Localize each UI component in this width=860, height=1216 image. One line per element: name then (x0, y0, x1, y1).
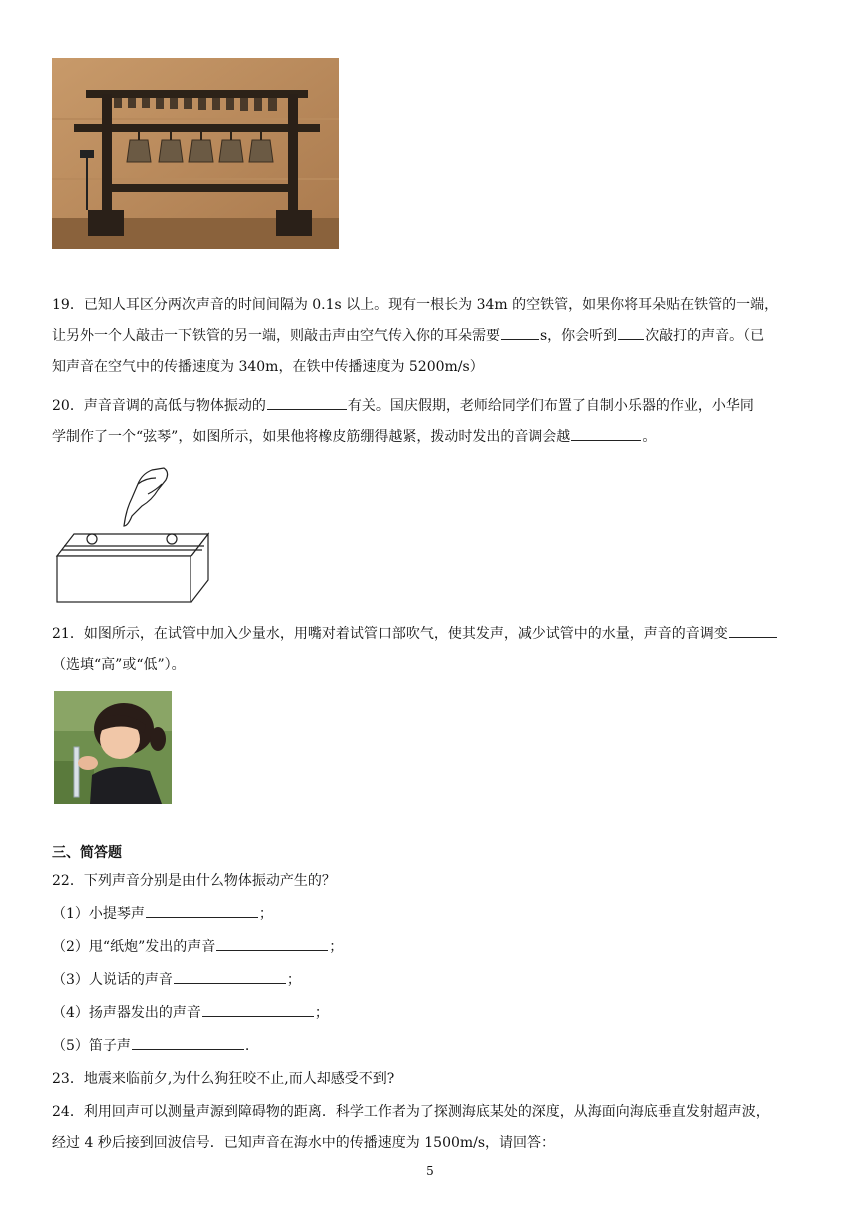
answer-blank[interactable] (132, 1035, 244, 1050)
question-24-line-1: 24．利用回声可以测量声源到障碍物的距离．科学工作者为了探测海底某处的深度，从海面向海底垂直发射超声波， (52, 1104, 770, 1120)
question-22-item (52, 932, 812, 963)
question-20-line-1 (52, 391, 812, 422)
question-22-item (52, 998, 812, 1029)
question-19-line-1: 19．已知人耳区分两次声音的时间间隔为 0.1s 以上。现有一根长为 34m 的空铁管，如果你将耳朵贴在铁管的一端， (52, 297, 779, 313)
section-3-title: 三、简答题 (52, 845, 122, 861)
answer-blank[interactable] (174, 969, 286, 984)
question-20-text-c: 学制作了一个“弦琴”，如图所示，如果他将橡皮筋绷得越紧，拨动时发出的音调会越 (52, 429, 571, 445)
question-20-text-d: 。 (642, 429, 657, 445)
question-19-text-a: 让另外一个人敲击一下铁管的另一端，则敲击声由空气传入你的耳朵需要 (52, 328, 500, 344)
answer-blank[interactable] (202, 1002, 314, 1017)
question-19-text-b: s，你会听到 (540, 328, 618, 344)
answer-blank[interactable] (216, 936, 328, 951)
question-22-item-label: （3）人说话的声音 (52, 972, 173, 988)
bianzhong-bells-photo (52, 58, 339, 249)
question-22-item (52, 965, 812, 996)
question-22-item-label: （1）小提琴声 (52, 906, 145, 922)
question-22-item-label: （5）笛子声 (52, 1038, 131, 1054)
question-22-item-label: （2）甩“纸炮”发出的声音 (52, 939, 216, 955)
question-20-line-2 (52, 422, 812, 453)
question-21-text-a: 21．如图所示，在试管中加入少量水，用嘴对着试管口部吹气，使其发声，减少试管中的水量，声音的音调变 (52, 626, 728, 642)
question-19-line-3: 知声音在空气中的传播速度为 340m，在铁中传播速度为 5200m/s） (52, 359, 484, 375)
question-21-line-1 (52, 619, 812, 650)
question-22-item (52, 899, 812, 930)
answer-blank[interactable] (729, 623, 777, 638)
question-20-text-a: 20．声音音调的高低与物体振动的 (52, 398, 266, 414)
question-23: 23．地震来临前夕,为什么狗狂咬不止,而人却感受不到? (52, 1071, 395, 1087)
question-22-item (52, 1031, 812, 1062)
answer-blank[interactable] (146, 903, 258, 918)
answer-blank[interactable] (618, 325, 644, 340)
page-number: 5 (426, 1164, 434, 1178)
question-21-line-2: （选填“高”或“低”）。 (52, 657, 186, 673)
question-22-stem: 22．下列声音分别是由什么物体振动产生的？ (52, 873, 336, 889)
question-22-item-end: . (244, 1038, 250, 1054)
question-22-item-end: ； (258, 906, 273, 922)
answer-blank[interactable] (571, 426, 641, 441)
question-22-item-end: ； (286, 972, 301, 988)
question-19-text-c: 次敲打的声音。（已 (645, 328, 765, 344)
girl-blowing-test-tube-photo (54, 691, 172, 804)
question-20-text-b: 有关。国庆假期，老师给同学们布置了自制小乐器的作业，小华同 (347, 398, 754, 414)
question-22-item-end: ； (314, 1005, 329, 1021)
question-22-item-end: ； (329, 939, 344, 955)
question-24-line-2: 经过 4 秒后接到回波信号．已知声音在海水中的传播速度为 1500m/s，请回答： (52, 1135, 556, 1151)
question-19-line-2 (52, 321, 812, 352)
answer-blank[interactable] (501, 325, 539, 340)
answer-blank[interactable] (267, 395, 347, 410)
question-22-item-label: （4）扬声器发出的声音 (52, 1005, 201, 1021)
rubber-band-zither-diagram (52, 460, 212, 606)
